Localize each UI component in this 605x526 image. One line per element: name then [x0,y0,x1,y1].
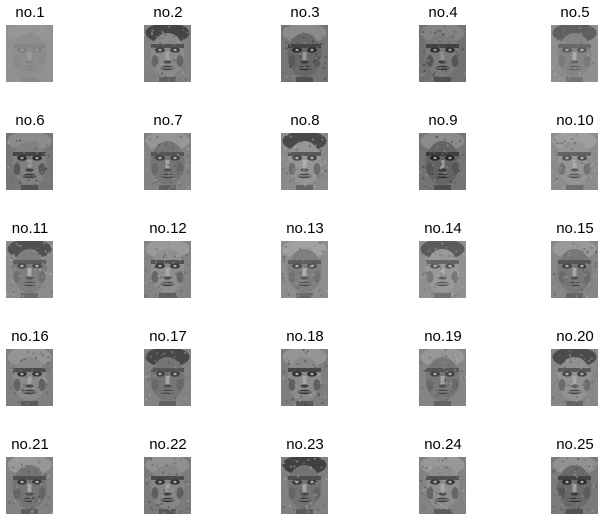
eigenface-image [6,349,53,406]
panel-label: no.4 [428,4,458,21]
eigenface-panel [275,328,335,418]
eigenface-image [144,241,191,298]
eigenface-panel [413,436,473,526]
eigenface-image [551,457,598,514]
eigenface-image [281,133,328,190]
panel-label: no.19 [424,328,462,345]
panel-label: no.25 [556,436,594,453]
panel-label: no.22 [149,436,187,453]
eigenface-image [6,457,53,514]
panel-label: no.20 [556,328,594,345]
eigenface-image [6,25,53,82]
panel-label: no.24 [424,436,462,453]
eigenface-panel [0,436,60,526]
panel-label: no.12 [149,220,187,237]
eigenface-image [6,133,53,190]
panel-label: no.7 [153,112,183,129]
panel-label: no.3 [290,4,320,21]
eigenface-panel [413,220,473,310]
eigenface-image [419,25,466,82]
eigenface-image [281,349,328,406]
eigenface-panel [275,220,335,310]
eigenface-image [551,241,598,298]
eigenface-panel [0,4,60,94]
panel-label: no.11 [11,220,49,237]
eigenface-panel [138,220,198,310]
eigenface-panel [138,112,198,202]
panel-label: no.14 [424,220,462,237]
panel-label: no.5 [560,4,590,21]
panel-label: no.15 [556,220,594,237]
eigenface-panel [545,436,605,526]
eigenface-image [6,241,53,298]
panel-label: no.16 [11,328,49,345]
eigenface-image [551,349,598,406]
panel-label: no.10 [556,112,594,129]
panel-label: no.23 [286,436,324,453]
eigenface-image [419,241,466,298]
panel-label: no.9 [428,112,458,129]
eigenface-panel [413,328,473,418]
eigenface-panel [0,328,60,418]
eigenface-image [144,25,191,82]
panel-label: no.6 [15,112,45,129]
eigenface-image [281,25,328,82]
eigenface-image [281,241,328,298]
eigenface-panel [413,112,473,202]
eigenface-image [281,457,328,514]
panel-label: no.17 [149,328,187,345]
panel-label: no.2 [153,4,183,21]
eigenface-image [144,349,191,406]
eigenface-image [419,133,466,190]
eigenface-panel [545,220,605,310]
eigenface-panel [138,4,198,94]
eigenface-panel [275,436,335,526]
panel-label: no.21 [11,436,49,453]
eigenface-panel [138,328,198,418]
eigenface-image [144,457,191,514]
eigenface-panel [275,112,335,202]
eigenface-panel [0,112,60,202]
eigenface-image [551,133,598,190]
eigenface-panel [138,436,198,526]
panel-label: no.1 [15,4,45,21]
eigenface-panel [545,112,605,202]
panel-label: no.8 [290,112,320,129]
eigenface-image [419,349,466,406]
eigenface-image [144,133,191,190]
eigenface-image [551,25,598,82]
eigenface-panel [545,328,605,418]
eigenface-image [419,457,466,514]
panel-label: no.18 [286,328,324,345]
eigenface-panel [275,4,335,94]
eigenface-panel [0,220,60,310]
eigenface-panel [413,4,473,94]
eigenface-panel [545,4,605,94]
panel-label: no.13 [286,220,324,237]
